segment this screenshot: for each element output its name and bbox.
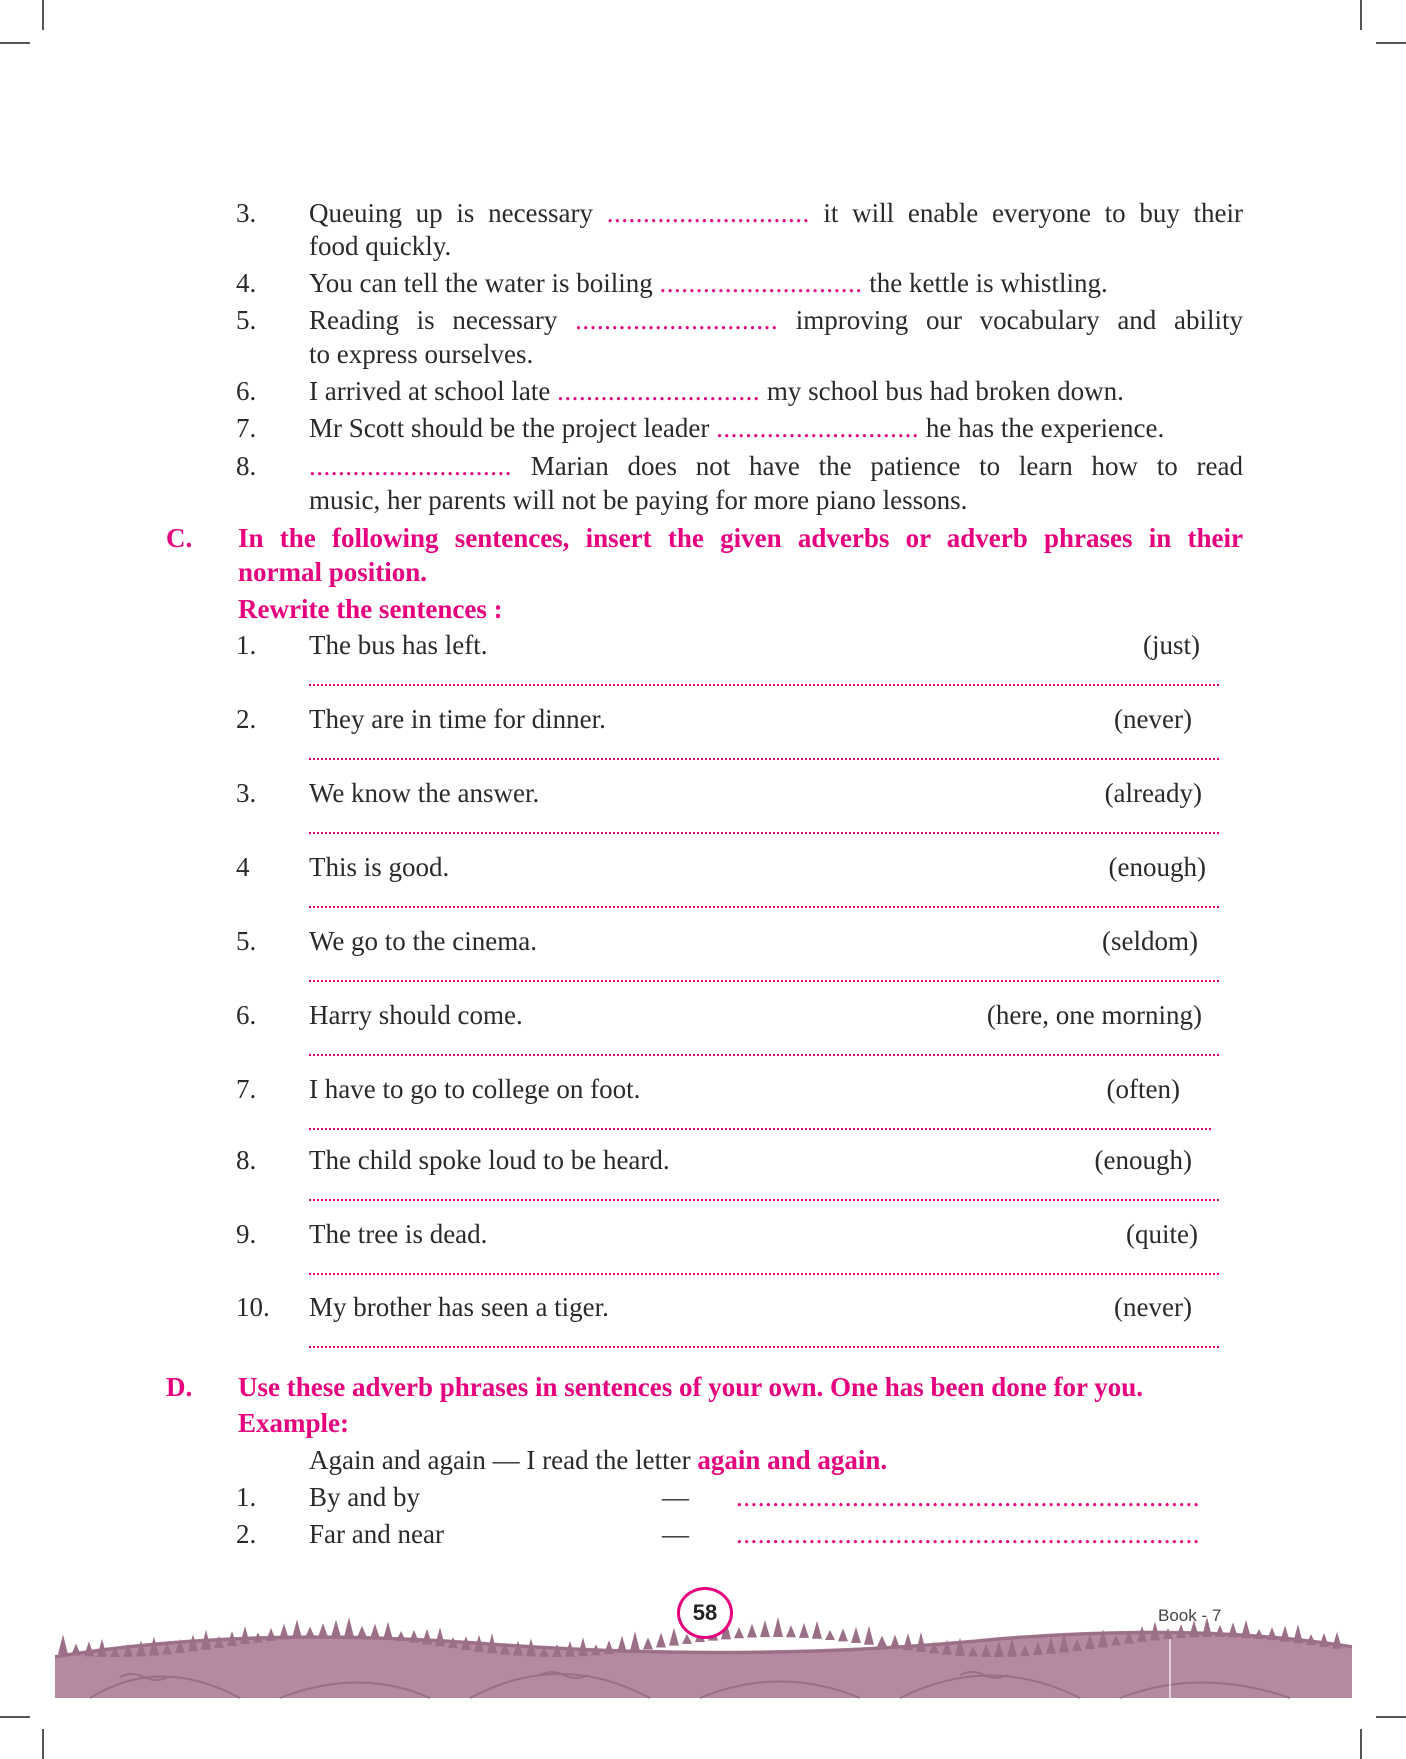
answer-line[interactable]: [309, 1054, 1219, 1056]
adverb-hint: (here, one morning): [986, 1000, 1202, 1030]
example-highlight: again and again.: [697, 1445, 888, 1475]
section-letter-c: C.: [166, 523, 193, 553]
adverb-hint: (often): [1106, 1074, 1180, 1104]
item-number: 8.: [236, 1145, 257, 1175]
answer-line[interactable]: [309, 1128, 1211, 1130]
crop-mark: [0, 1716, 30, 1718]
answer-line[interactable]: [309, 1346, 1219, 1348]
item-sentence: They are in time for dinner.: [309, 704, 606, 734]
adverb-hint: (enough): [1108, 852, 1206, 882]
item-sentence: We know the answer.: [309, 778, 540, 808]
item-sentence: My brother has seen a tiger.: [309, 1292, 609, 1322]
book-label: Book - 7: [1158, 1606, 1222, 1625]
answer-blank[interactable]: ................................................................: [736, 1482, 1200, 1512]
item-text: Mr Scott should be the project leader ............................ he has the experience.: [309, 413, 1165, 443]
section-letter-d: D.: [166, 1372, 193, 1402]
phrase: By and by: [309, 1482, 420, 1512]
adverb-hint: (never): [1114, 704, 1192, 734]
item-number: 1.: [236, 630, 257, 660]
item-number: 2.: [236, 704, 257, 734]
item-text: I arrived at school late ............................ my school bus had broken down.: [309, 376, 1124, 406]
example-prefix: Again and again — I read the letter: [309, 1445, 698, 1475]
adverb-hint: (quite): [1126, 1219, 1198, 1249]
adverb-hint: (seldom): [1102, 926, 1198, 956]
item-number: 2.: [236, 1519, 257, 1549]
adverb-hint: (already): [1104, 778, 1202, 808]
answer-line[interactable]: [309, 980, 1219, 982]
item-text-cont: music, her parents will not be paying for more piano lessons.: [309, 485, 968, 515]
adverb-hint: (never): [1114, 1292, 1192, 1322]
section-c-instruction: In the following sentences, insert the given adverbs or adverb phrases in their: [238, 523, 1243, 553]
item-number: 6.: [236, 376, 257, 406]
answer-blank[interactable]: ............................: [575, 305, 779, 335]
answer-blank[interactable]: ............................: [557, 376, 761, 406]
item-sentence: This is good.: [309, 852, 450, 882]
section-c-rewrite: Rewrite the sentences :: [238, 594, 503, 624]
answer-line[interactable]: [309, 758, 1219, 760]
adverb-hint: (just): [1143, 630, 1200, 660]
answer-blank[interactable]: ............................: [606, 198, 810, 228]
item-number: 10.: [236, 1292, 270, 1322]
crop-mark: [42, 1729, 44, 1759]
crop-mark: [0, 42, 30, 44]
item-number: 5.: [236, 926, 257, 956]
example-label: Example:: [238, 1408, 349, 1438]
answer-blank[interactable]: ................................................................: [736, 1519, 1200, 1549]
dash: —: [662, 1482, 689, 1512]
item-number: 8.: [236, 451, 257, 481]
item-number: 6.: [236, 1000, 257, 1030]
item-sentence: The tree is dead.: [309, 1219, 488, 1249]
item-number: 3.: [236, 198, 257, 228]
item-text: Queuing up is necessary ............................ it will enable everyone to buy their: [309, 198, 1243, 228]
item-sentence: The bus has left.: [309, 630, 488, 660]
crop-mark: [1360, 1729, 1362, 1759]
item-text: You can tell the water is boiling ............................ the kettle is whistling.: [309, 268, 1108, 298]
answer-line[interactable]: [309, 684, 1219, 686]
item-number: 7.: [236, 413, 257, 443]
item-sentence: Harry should come.: [309, 1000, 523, 1030]
item-text-cont: to express ourselves.: [309, 339, 534, 369]
crop-mark: [42, 0, 44, 30]
item-sentence: I have to go to college on foot.: [309, 1074, 641, 1104]
answer-line[interactable]: [309, 1199, 1219, 1201]
answer-blank[interactable]: ............................: [309, 451, 512, 481]
item-number: 4.: [236, 268, 257, 298]
item-number: 5.: [236, 305, 257, 335]
item-text: ............................ Marian does not have the patience to learn how to read: [309, 451, 1243, 481]
phrase: Far and near: [309, 1519, 444, 1549]
item-number: 9.: [236, 1219, 257, 1249]
crop-mark: [1376, 1716, 1406, 1718]
section-d-instruction: Use these adverb phrases in sentences of your own. One has been done for you.: [238, 1372, 1144, 1402]
crop-mark: [1376, 42, 1406, 44]
item-sentence: The child spoke loud to be heard.: [309, 1145, 670, 1175]
section-c-instruction-cont: normal position.: [238, 557, 428, 587]
item-text-cont: food quickly.: [309, 231, 452, 261]
item-number: 3.: [236, 778, 257, 808]
dash: —: [662, 1519, 689, 1549]
item-text: Reading is necessary ............................ improving our vocabulary and ability: [309, 305, 1244, 335]
crop-mark: [1360, 0, 1362, 30]
item-number: 1.: [236, 1482, 257, 1512]
item-number: 4: [236, 852, 250, 882]
answer-blank[interactable]: ............................: [716, 413, 920, 443]
adverb-hint: (enough): [1094, 1145, 1192, 1175]
answer-line[interactable]: [309, 832, 1219, 834]
answer-blank[interactable]: ............................: [659, 268, 863, 298]
item-number: 7.: [236, 1074, 257, 1104]
answer-line[interactable]: [309, 906, 1219, 908]
answer-line[interactable]: [309, 1273, 1219, 1275]
page-number-badge: 58: [677, 1587, 733, 1639]
item-sentence: We go to the cinema.: [309, 926, 537, 956]
